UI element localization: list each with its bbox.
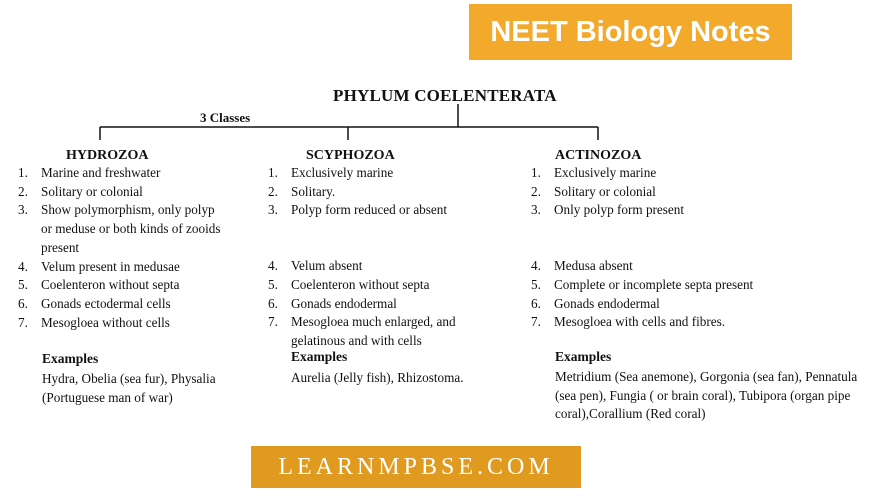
- list-item: [18, 201, 258, 257]
- item-number: 1.: [268, 165, 278, 180]
- item-text: Mesogloea with cells and fibres.: [554, 314, 726, 330]
- item-number: 3.: [268, 202, 278, 218]
- list-item: [531, 276, 861, 295]
- item-number: 7.: [268, 314, 278, 330]
- site-footer-banner: [251, 446, 581, 488]
- hydrozoa-examples-text: Hydra, Obelia (sea fur), Physalia (Portuguese man of war): [42, 371, 216, 405]
- item-number: 1.: [18, 165, 28, 180]
- scyphozoa-examples-heading: Examples: [291, 349, 348, 364]
- list-item: [531, 183, 861, 202]
- item-text: Velum absent: [291, 258, 363, 274]
- item-text: Solitary.: [291, 183, 336, 199]
- actinozoa-list: [531, 164, 861, 332]
- list-item: [18, 314, 258, 333]
- list-item: [268, 183, 498, 202]
- hydrozoa-list: [18, 164, 258, 332]
- item-number: 4.: [531, 258, 541, 274]
- hydrozoa-examples-heading: Examples: [42, 351, 99, 366]
- item-text: Velum present in medusae: [41, 258, 180, 274]
- list-item: [268, 295, 498, 314]
- scyphozoa-heading: SCYPHOZOA: [306, 148, 395, 163]
- list-item: [18, 295, 258, 314]
- list-item: [268, 164, 498, 183]
- item-text: Polyp form reduced or absent: [291, 202, 448, 218]
- item-text: Gonads endodermal: [291, 295, 397, 311]
- item-text: Exclusively marine: [291, 165, 394, 180]
- list-item: [18, 258, 258, 277]
- item-number: 3.: [18, 202, 28, 218]
- item-number: 6.: [531, 295, 541, 311]
- list-item: [268, 257, 498, 276]
- item-number: 5.: [268, 276, 278, 292]
- actinozoa-heading: ACTINOZOA: [555, 148, 642, 163]
- item-text: Solitary or colonial: [554, 183, 656, 199]
- item-text: Only polyp form present: [554, 202, 685, 218]
- item-text: Coelenteron without septa: [291, 276, 430, 292]
- actinozoa-examples-text: Metridium (Sea anemone), Gorgonia (sea fan), Pennatula (sea pen), Fungia ( or brain coral), Tubipora (organ pipe coral),Corallium (Red coral): [555, 369, 858, 422]
- item-number: 5.: [18, 277, 28, 293]
- list-item: [18, 276, 258, 295]
- list-item: [18, 164, 258, 183]
- item-text: Coelenteron without septa: [41, 277, 180, 293]
- scyphozoa-examples-text: Aurelia (Jelly fish), Rhizostoma.: [291, 370, 464, 385]
- classification-tree: [0, 0, 877, 160]
- item-text: Show polymorphism, only polyp or meduse or both kinds of zooids present: [41, 202, 221, 255]
- list-item: [531, 313, 861, 332]
- item-number: 6.: [18, 295, 28, 311]
- item-text: Mesogloea much enlarged, and gelatinous and with cells: [291, 314, 456, 348]
- item-number: 3.: [531, 202, 541, 218]
- list-item: [531, 164, 861, 183]
- item-text: Mesogloea without cells: [41, 314, 170, 330]
- item-number: 7.: [18, 314, 28, 330]
- item-text: Gonads endodermal: [554, 295, 660, 311]
- item-text: Marine and freshwater: [41, 165, 161, 180]
- item-text: Solitary or colonial: [41, 183, 143, 199]
- item-number: 6.: [268, 295, 278, 311]
- item-text: Gonads ectodermal cells: [41, 295, 171, 311]
- hydrozoa-heading: HYDROZOA: [66, 148, 149, 163]
- list-item: [268, 276, 498, 295]
- list-item: [531, 295, 861, 314]
- footer-label: LEARNMPBSE.COM: [278, 453, 554, 480]
- item-text: Exclusively marine: [554, 165, 657, 180]
- list-item: [531, 201, 861, 220]
- item-number: 2.: [531, 183, 541, 199]
- item-number: 2.: [268, 183, 278, 199]
- item-number: 5.: [531, 276, 541, 292]
- scyphozoa-list: [268, 164, 498, 351]
- item-number: 7.: [531, 314, 541, 330]
- item-number: 2.: [18, 183, 28, 199]
- list-item: [268, 313, 498, 350]
- list-item: [18, 183, 258, 202]
- item-text: Complete or incomplete septa present: [554, 276, 754, 292]
- actinozoa-examples-heading: Examples: [555, 349, 612, 364]
- classes-label: 3 Classes: [200, 110, 251, 125]
- page-title: PHYLUM COELENTERATA: [333, 86, 557, 105]
- list-item: [531, 257, 861, 276]
- item-number: 1.: [531, 165, 541, 180]
- item-text: Medusa absent: [554, 258, 633, 274]
- item-number: 4.: [18, 258, 28, 274]
- banner-label: NEET Biology Notes: [490, 15, 771, 48]
- item-number: 4.: [268, 258, 278, 274]
- list-item: [268, 201, 498, 220]
